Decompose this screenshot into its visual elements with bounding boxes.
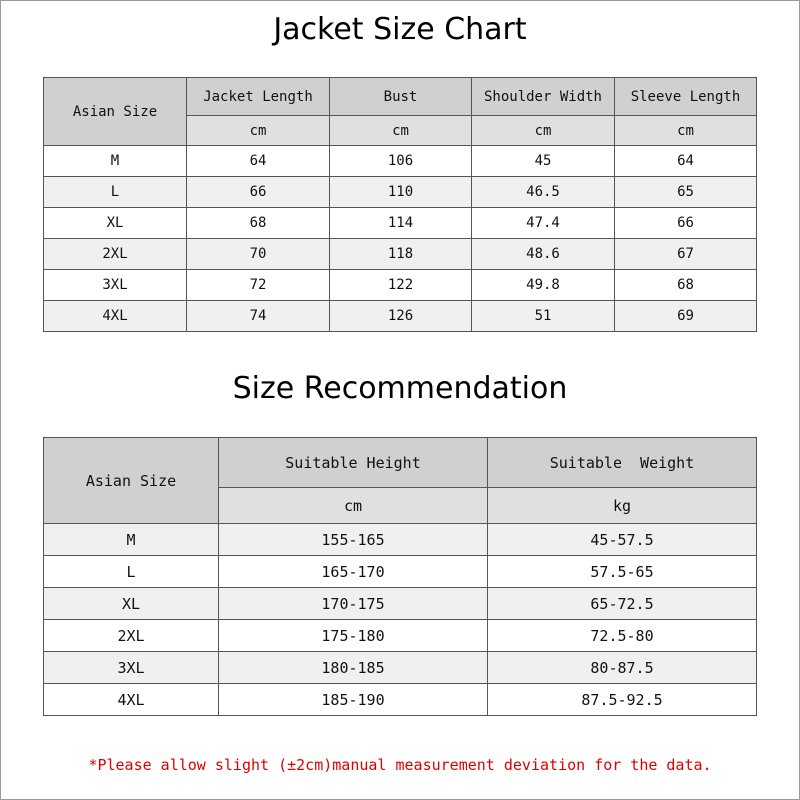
size-chart-col-header: Jacket Length: [187, 78, 330, 116]
size-chart-size-header: Asian Size: [44, 78, 187, 146]
recommendation-col-header: Suitable Weight: [488, 438, 757, 488]
value-cell: 65-72.5: [488, 588, 757, 620]
value-cell: 80-87.5: [488, 652, 757, 684]
recommendation-title: Size Recommendation: [232, 371, 568, 406]
recommendation-col-header: Suitable Height: [219, 438, 488, 488]
size-cell: 4XL: [44, 301, 187, 332]
value-cell: 170-175: [219, 588, 488, 620]
value-cell: 45: [472, 146, 615, 177]
recommendation-header-row: [44, 438, 757, 488]
unit-cell: cm: [472, 116, 615, 146]
table-row: [44, 524, 757, 556]
recommendation-table: [43, 437, 757, 716]
table-row: [44, 239, 757, 270]
value-cell: 126: [330, 301, 472, 332]
size-chart-col-header: Shoulder Width: [472, 78, 615, 116]
table-row: [44, 270, 757, 301]
size-chart-col-header: Sleeve Length: [615, 78, 757, 116]
unit-cell: cm: [187, 116, 330, 146]
value-cell: 68: [187, 208, 330, 239]
size-chart-title: Jacket Size Chart: [273, 12, 527, 47]
table-row: [44, 620, 757, 652]
value-cell: 122: [330, 270, 472, 301]
size-cell: L: [44, 556, 219, 588]
value-cell: 87.5-92.5: [488, 684, 757, 716]
value-cell: 46.5: [472, 177, 615, 208]
size-cell: 2XL: [44, 239, 187, 270]
table-row: [44, 556, 757, 588]
value-cell: 165-170: [219, 556, 488, 588]
size-cell: XL: [44, 588, 219, 620]
value-cell: 47.4: [472, 208, 615, 239]
table-row: [44, 652, 757, 684]
value-cell: 114: [330, 208, 472, 239]
value-cell: 69: [615, 301, 757, 332]
value-cell: 180-185: [219, 652, 488, 684]
value-cell: 45-57.5: [488, 524, 757, 556]
value-cell: 72: [187, 270, 330, 301]
value-cell: 51: [472, 301, 615, 332]
value-cell: 67: [615, 239, 757, 270]
unit-cell: cm: [219, 488, 488, 524]
table-row: [44, 208, 757, 239]
unit-cell: cm: [330, 116, 472, 146]
value-cell: 65: [615, 177, 757, 208]
size-cell: L: [44, 177, 187, 208]
value-cell: 68: [615, 270, 757, 301]
value-cell: 49.8: [472, 270, 615, 301]
size-cell: 3XL: [44, 270, 187, 301]
size-chart-table: [43, 77, 757, 332]
value-cell: 175-180: [219, 620, 488, 652]
value-cell: 64: [615, 146, 757, 177]
size-cell: M: [44, 524, 219, 556]
measurement-deviation-note: *Please allow slight (±2cm)manual measurement deviation for the data.: [88, 756, 712, 774]
value-cell: 64: [187, 146, 330, 177]
value-cell: 72.5-80: [488, 620, 757, 652]
table-row: [44, 301, 757, 332]
table-row: [44, 684, 757, 716]
value-cell: 57.5-65: [488, 556, 757, 588]
size-chart-col-header: Bust: [330, 78, 472, 116]
value-cell: 118: [330, 239, 472, 270]
size-cell: 2XL: [44, 620, 219, 652]
size-cell: 3XL: [44, 652, 219, 684]
size-cell: M: [44, 146, 187, 177]
size-chart-header-row: [44, 78, 757, 116]
recommendation-size-header: Asian Size: [44, 438, 219, 524]
table-row: [44, 588, 757, 620]
value-cell: 74: [187, 301, 330, 332]
unit-cell: cm: [615, 116, 757, 146]
value-cell: 110: [330, 177, 472, 208]
size-cell: 4XL: [44, 684, 219, 716]
value-cell: 155-165: [219, 524, 488, 556]
value-cell: 48.6: [472, 239, 615, 270]
unit-cell: kg: [488, 488, 757, 524]
value-cell: 66: [615, 208, 757, 239]
table-row: [44, 146, 757, 177]
value-cell: 70: [187, 239, 330, 270]
size-cell: XL: [44, 208, 187, 239]
value-cell: 66: [187, 177, 330, 208]
table-row: [44, 177, 757, 208]
value-cell: 106: [330, 146, 472, 177]
value-cell: 185-190: [219, 684, 488, 716]
